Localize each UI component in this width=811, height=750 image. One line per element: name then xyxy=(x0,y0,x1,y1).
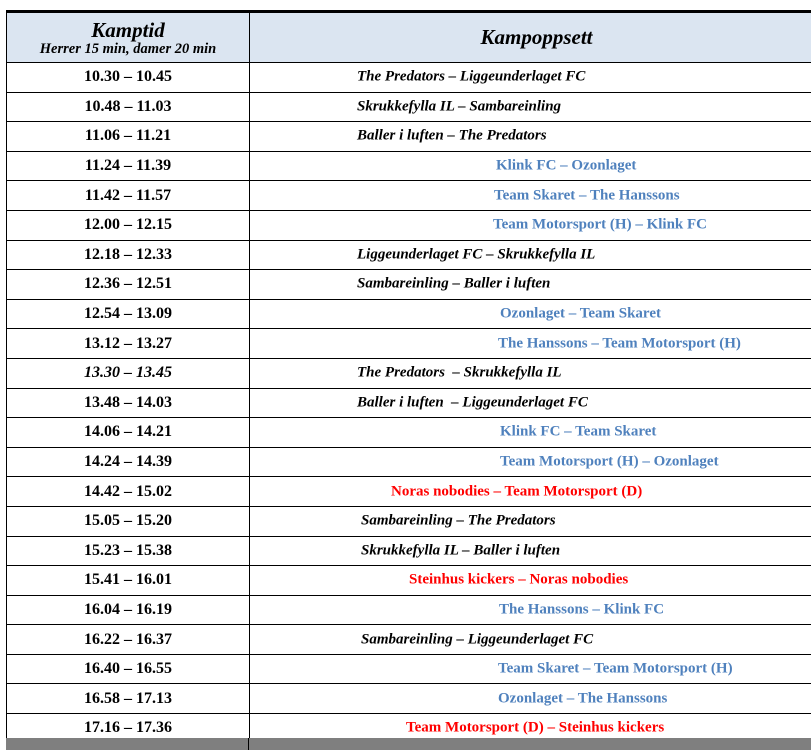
match-text: The Predators – Skrukkefylla IL xyxy=(357,365,562,382)
match-text: Skrukkefylla IL – Sambareinling xyxy=(357,98,561,115)
match-text: Steinhus kickers – Noras nobodies xyxy=(409,572,628,589)
time-column-header xyxy=(7,12,250,63)
time-cell: 10.30 – 10.45 xyxy=(7,63,250,93)
table-row xyxy=(7,506,811,536)
table-row xyxy=(7,151,811,181)
time-cell: 11.42 – 11.57 xyxy=(7,181,250,211)
time-cell: 13.12 – 13.27 xyxy=(7,329,250,359)
match-column-header: Kampoppsett xyxy=(250,12,811,63)
match-cell xyxy=(250,477,811,507)
match-cell xyxy=(250,506,811,536)
table-row xyxy=(7,388,811,418)
match-cell xyxy=(250,684,811,714)
time-cell: 14.24 – 14.39 xyxy=(7,447,250,477)
table-row xyxy=(7,181,811,211)
table-row xyxy=(7,418,811,448)
match-text: The Hanssons – Team Motorsport (H) xyxy=(498,335,741,352)
time-cell: 12.54 – 13.09 xyxy=(7,299,250,329)
time-cell: 15.23 – 15.38 xyxy=(7,536,250,566)
match-cell xyxy=(250,122,811,152)
table-row xyxy=(7,299,811,329)
table-row xyxy=(7,358,811,388)
match-cell xyxy=(250,388,811,418)
match-cell xyxy=(250,181,811,211)
match-schedule-table xyxy=(6,10,811,744)
match-text: Sambareinling – Baller i luften xyxy=(357,276,550,293)
time-column-title: Kamptid xyxy=(7,19,249,41)
header-row xyxy=(7,12,811,63)
table-row xyxy=(7,447,811,477)
time-cell: 12.00 – 12.15 xyxy=(7,210,250,240)
footer-divider xyxy=(248,738,249,750)
time-cell: 14.06 – 14.21 xyxy=(7,418,250,448)
match-text: Team Motorsport (H) – Klink FC xyxy=(493,217,707,234)
match-text: Ozonlaget – Team Skaret xyxy=(500,306,661,323)
match-cell xyxy=(250,654,811,684)
time-cell: 16.40 – 16.55 xyxy=(7,654,250,684)
time-cell: 16.04 – 16.19 xyxy=(7,595,250,625)
time-cell: 11.06 – 11.21 xyxy=(7,122,250,152)
match-text: Team Motorsport (H) – Ozonlaget xyxy=(500,454,719,471)
table-row xyxy=(7,122,811,152)
table-row xyxy=(7,684,811,714)
match-text: The Predators – Liggeunderlaget FC xyxy=(357,69,585,86)
match-text: Sambareinling – The Predators xyxy=(361,513,556,530)
match-cell xyxy=(250,595,811,625)
match-cell xyxy=(250,92,811,122)
table-row xyxy=(7,240,811,270)
match-cell xyxy=(250,625,811,655)
match-text: Sambareinling – Liggeunderlaget FC xyxy=(361,631,593,648)
match-cell xyxy=(250,418,811,448)
table-row xyxy=(7,270,811,300)
match-text: Liggeunderlaget FC – Skrukkefylla IL xyxy=(357,246,595,263)
match-cell xyxy=(250,566,811,596)
match-cell xyxy=(250,299,811,329)
table-row xyxy=(7,477,811,507)
match-text: Baller i luften – Liggeunderlaget FC xyxy=(357,394,588,411)
table-row xyxy=(7,329,811,359)
match-text: Ozonlaget – The Hanssons xyxy=(498,690,667,707)
time-cell: 12.36 – 12.51 xyxy=(7,270,250,300)
table-row xyxy=(7,625,811,655)
table-row xyxy=(7,595,811,625)
time-cell: 14.42 – 15.02 xyxy=(7,477,250,507)
table-row xyxy=(7,566,811,596)
match-cell xyxy=(250,358,811,388)
match-cell xyxy=(250,536,811,566)
table-row xyxy=(7,92,811,122)
match-text: Klink FC – Team Skaret xyxy=(500,424,656,441)
table-row xyxy=(7,210,811,240)
match-cell xyxy=(250,151,811,181)
time-cell: 15.41 – 16.01 xyxy=(7,566,250,596)
time-cell: 16.58 – 17.13 xyxy=(7,684,250,714)
match-cell xyxy=(250,240,811,270)
match-text: Baller i luften – The Predators xyxy=(357,128,547,145)
match-cell xyxy=(250,270,811,300)
time-cell: 16.22 – 16.37 xyxy=(7,625,250,655)
table-footer-bar xyxy=(6,738,811,750)
time-cell: 10.48 – 11.03 xyxy=(7,92,250,122)
match-text: The Hanssons – Klink FC xyxy=(499,601,664,618)
match-text: Skrukkefylla IL – Baller i luften xyxy=(361,542,560,559)
match-text: Klink FC – Ozonlaget xyxy=(496,158,636,175)
time-column-subtitle: Herrer 15 min, damer 20 min xyxy=(7,41,249,57)
match-text: Team Skaret – Team Motorsport (H) xyxy=(498,661,733,678)
match-text: Team Motorsport (D) – Steinhus kickers xyxy=(406,720,664,737)
match-cell xyxy=(250,210,811,240)
table-row xyxy=(7,63,811,93)
match-cell xyxy=(250,329,811,359)
match-cell xyxy=(250,63,811,93)
table-row xyxy=(7,654,811,684)
match-text: Noras nobodies – Team Motorsport (D) xyxy=(391,483,642,500)
time-cell: 13.48 – 14.03 xyxy=(7,388,250,418)
time-cell: 15.05 – 15.20 xyxy=(7,506,250,536)
time-cell: 13.30 – 13.45 xyxy=(7,358,250,388)
match-cell xyxy=(250,447,811,477)
time-cell: 11.24 – 11.39 xyxy=(7,151,250,181)
table-row xyxy=(7,536,811,566)
time-cell: 12.18 – 12.33 xyxy=(7,240,250,270)
time-cell: 17.16 – 17.36 xyxy=(7,714,250,744)
match-text: Team Skaret – The Hanssons xyxy=(494,187,680,204)
